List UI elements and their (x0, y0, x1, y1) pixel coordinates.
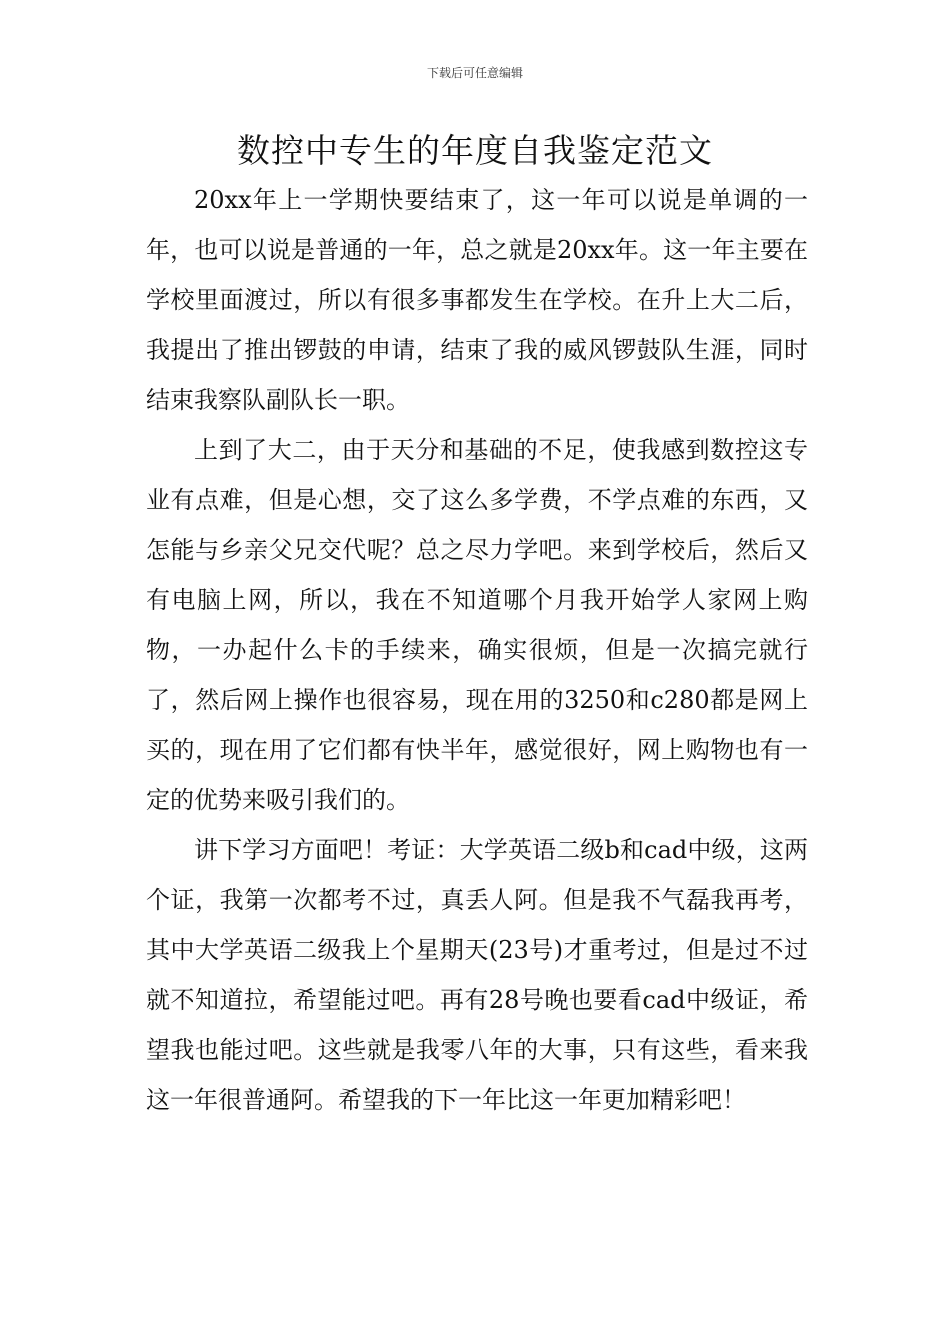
document-title: 数控中专生的年度自我鉴定范文 (237, 131, 713, 170)
paragraph-1: 20xx年上一学期快要结束了，这一年可以说是单调的一年，也可以说是普通的一年，总之就是20xx年。这一年主要在学校里面渡过，所以有很多事都发生在学校。在升上大二后，我提出了推出锣鼓的申请，结束了我的威风锣鼓队生涯，同时结束我察队副队长一职。 (146, 186, 808, 414)
paragraph-3: 讲下学习方面吧！考证：大学英语二级b和cad中级，这两个证，我第一次都考不过，真丢人阿。但是我不气磊我再考，其中大学英语二级我上个星期天(23号)才重考过，但是过不过就不知道拉，希望能过吧。再有28号晚也要看cad中级证，希望我也能过吧。这些就是我零八年的大事，只有这些，看来我这一年很普通阿。希望我的下一年比这一年更加精彩吧！ (146, 836, 808, 1114)
header-note: 下载后可任意编辑 (426, 66, 523, 80)
document-body (146, 175, 808, 1125)
paragraph-2: 上到了大二，由于天分和基础的不足，使我感到数控这专业有点难，但是心想，交了这么多学费，不学点难的东西，又怎能与乡亲父兄交代呢？总之尽力学吧。来到学校后，然后又有电脑上网，所以，我在不知道哪个月我开始学人家网上购物，一办起什么卡的手续来，确实很烦，但是一次搞完就行了，然后网上操作也很容易，现在用的3250和c280都是网上买的，现在用了它们都有快半年，感觉很好，网上购物也有一定的优势来吸引我们的。 (146, 436, 808, 814)
